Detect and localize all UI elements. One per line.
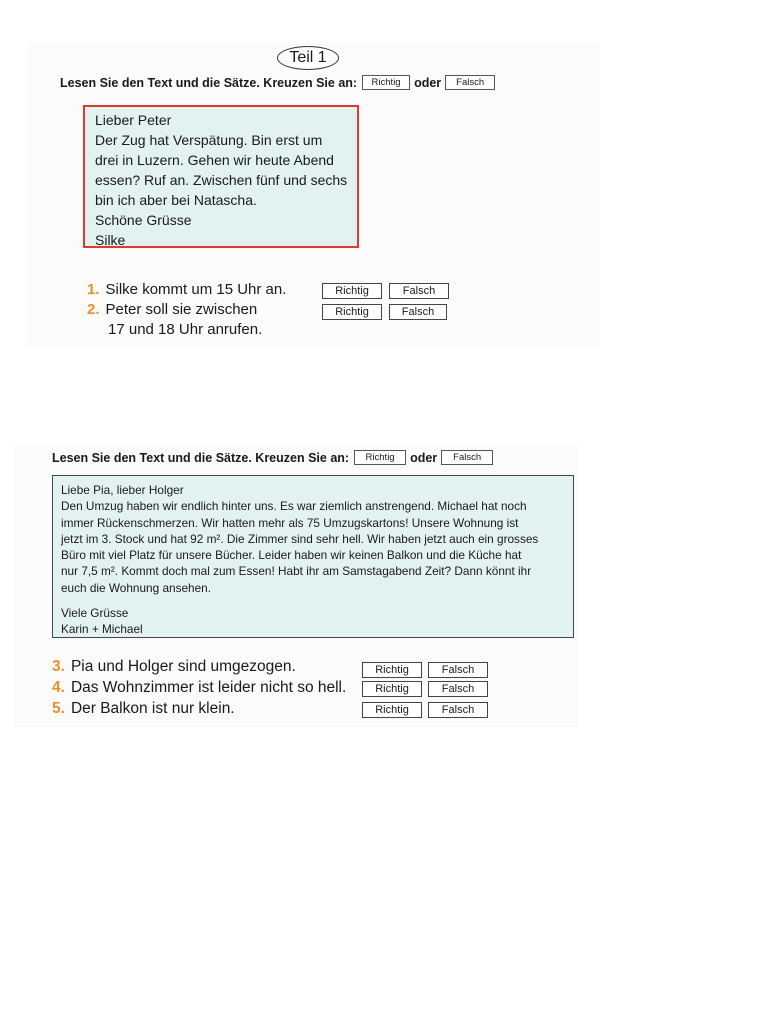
question-text: Das Wohnzimmer ist leider nicht so hell.	[70, 679, 347, 696]
oder-label: oder	[410, 450, 438, 465]
richtig-button-q1[interactable]: Richtig	[322, 283, 382, 299]
instruction-text: Lesen Sie den Text und die Sätze. Kreuzen Sie an:	[60, 75, 358, 90]
legend-richtig-chip: Richtig	[354, 450, 406, 465]
falsch-button-q4[interactable]: Falsch	[428, 681, 488, 697]
richtig-button-q3[interactable]: Richtig	[362, 662, 422, 678]
question-2-continued: 17 und 18 Uhr anrufen.	[108, 321, 263, 338]
instruction-2	[52, 450, 493, 465]
question-number: 4.	[52, 679, 65, 696]
letter-closing: Viele Grüsse	[61, 606, 129, 621]
question-number: 2.	[87, 301, 100, 318]
legend-falsch-chip: Falsch	[445, 75, 495, 90]
letter-line: Lieber Peter	[95, 112, 172, 128]
letter-signature: Karin + Michael	[61, 622, 143, 637]
question-number: 5.	[52, 700, 65, 717]
instruction-text: Lesen Sie den Text und die Sätze. Kreuzen Sie an:	[52, 450, 350, 465]
letter-line: immer Rückenschmerzen. Wir hatten mehr als 75 Umzugskartons! Unsere Wohnung ist	[61, 515, 519, 530]
question-3	[52, 658, 296, 676]
letter-line: Schöne Grüsse	[95, 212, 192, 228]
question-4	[52, 679, 346, 697]
letter-greeting: Liebe Pia, lieber Holger	[61, 483, 184, 497]
richtig-button-q5[interactable]: Richtig	[362, 702, 422, 718]
falsch-button-q1[interactable]: Falsch	[389, 283, 449, 299]
letter-line: bin ich aber bei Natascha.	[95, 192, 257, 208]
falsch-button-q5[interactable]: Falsch	[428, 702, 488, 718]
richtig-button-q4[interactable]: Richtig	[362, 681, 422, 697]
falsch-button-q2[interactable]: Falsch	[389, 304, 447, 320]
question-2	[87, 301, 257, 318]
richtig-button-q2[interactable]: Richtig	[322, 304, 382, 320]
question-number: 1.	[87, 281, 100, 298]
letter-line: Silke	[95, 232, 126, 248]
question-5	[52, 700, 235, 718]
letter-line: Den Umzug haben wir endlich hinter uns. Es war ziemlich anstrengend. Michael hat noch	[61, 499, 527, 514]
letter-line: essen? Ruf an. Zwischen fünf und sechs	[95, 172, 348, 188]
question-number: 3.	[52, 658, 65, 675]
question-1	[87, 281, 286, 298]
letter-line: drei in Luzern. Gehen wir heute Abend	[95, 152, 334, 168]
question-text: Silke kommt um 15 Uhr an.	[105, 281, 287, 298]
letter-line: Der Zug hat Verspätung. Bin erst um	[95, 132, 323, 148]
legend-falsch-chip: Falsch	[441, 450, 493, 465]
letter-silke	[83, 105, 359, 248]
legend-richtig-chip: Richtig	[362, 75, 410, 90]
question-text: Peter soll sie zwischen	[105, 301, 258, 318]
section-title: Teil 1	[277, 46, 339, 70]
letter-karin-michael	[52, 475, 574, 638]
letter-line: jetzt im 3. Stock und hat 92 m². Die Zimmer sind sehr hell. Wir haben jetzt auch ein grosses	[61, 531, 539, 546]
falsch-button-q3[interactable]: Falsch	[428, 662, 488, 678]
instruction-1	[60, 75, 495, 90]
letter-line: nur 7,5 m². Kommt doch mal zum Essen! Habt ihr am Samstagabend Zeit? Dann könnt ihr	[61, 564, 532, 579]
letter-line: Büro mit viel Platz für unsere Bücher. Leider haben wir keinen Balkon und die Küche hat	[61, 548, 522, 563]
question-text: Der Balkon ist nur klein.	[70, 700, 235, 717]
oder-label: oder	[414, 75, 442, 90]
letter-line: euch die Wohnung ansehen.	[61, 580, 211, 595]
question-text: Pia und Holger sind umgezogen.	[70, 658, 296, 675]
